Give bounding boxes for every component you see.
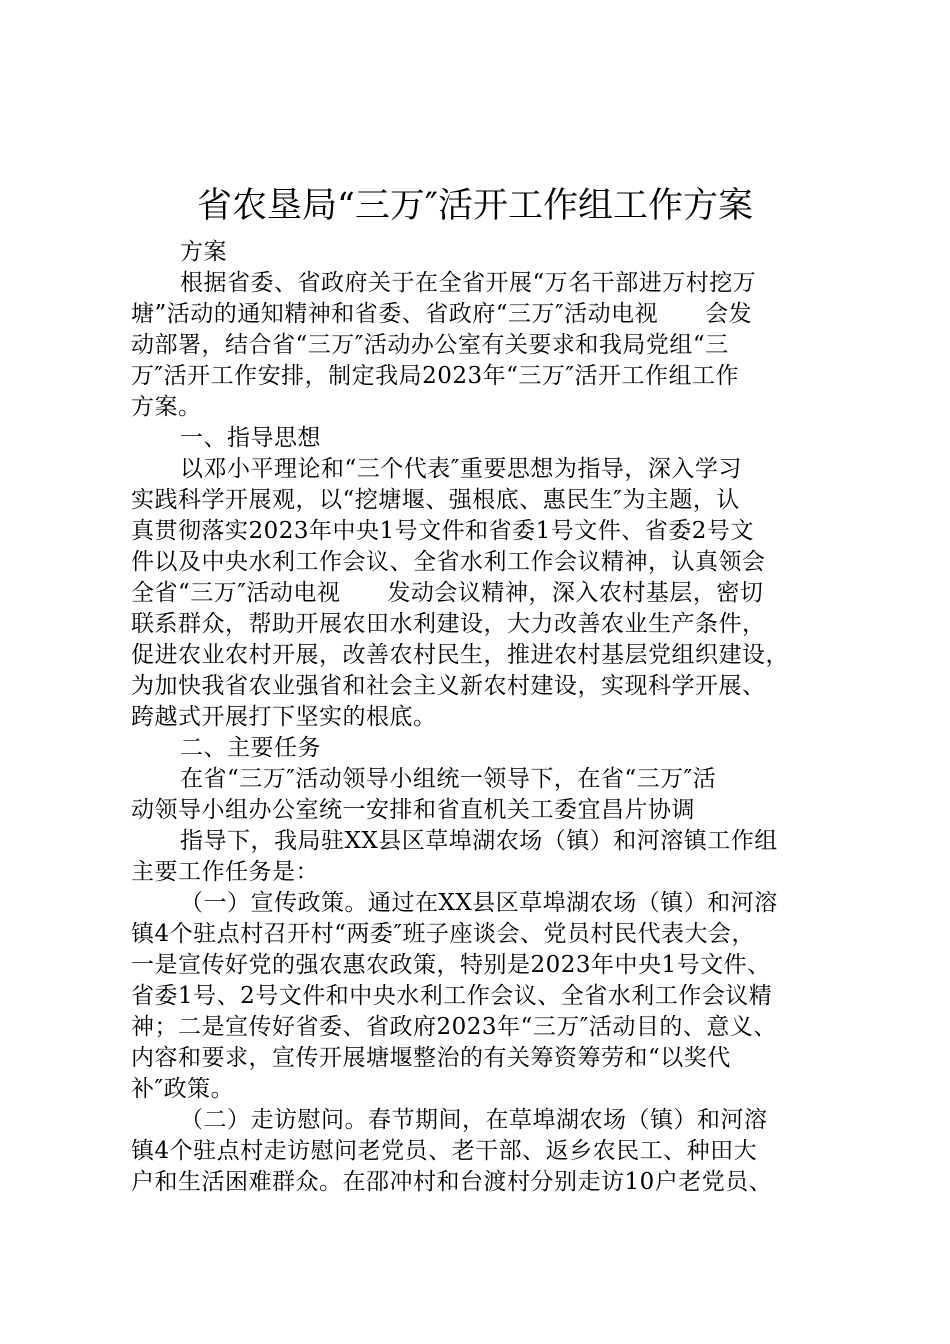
text-line: 镇4个驻点村召开村“两委″班子座谈会、党员村民代表大会，	[131, 921, 755, 947]
text-line: 镇4个驻点村走访慰问老党员、老干部、返乡农民工、种田大	[131, 1138, 758, 1164]
text-line: 方案	[180, 239, 227, 265]
text-line: 主要工作任务是：	[131, 859, 319, 885]
section-heading: 二、主要任务	[180, 735, 321, 761]
text-line: 联系群众，帮助开展农田水利建设，大力改善农业生产条件，	[131, 611, 766, 637]
text-line: 跨越式开展打下坚实的根底。	[131, 704, 437, 730]
text-line: 动领导小组办公室统一安排和省直机关工委宜昌片协调	[131, 797, 695, 823]
section-heading: 一、指导思想	[180, 425, 321, 451]
text-line: 方案。	[131, 394, 202, 420]
text-line: 真贯彻落实2023年中央1号文件和省委1号文件、省委2号文	[131, 518, 754, 544]
text-line: 内容和要求，宣传开展塘堰整治的有关筹资筹劳和“以奖代	[131, 1045, 731, 1071]
text-line: 指导下，我局驻XX县区草埠湖农场（镇）和河溶镇工作组	[180, 828, 778, 854]
text-line: 神；二是宣传好省委、省政府2023年“三万″活动目的、意义、	[131, 1014, 777, 1040]
text-line: 塘”活动的通知精神和省委、省政府“三万″活动电视 会发	[131, 301, 753, 327]
text-line: 在省“三万″活动领导小组统一领导下，在省“三万″活	[180, 766, 717, 792]
text-line: 以邓小平理论和“三个代表″重要思想为指导，深入学习	[180, 456, 742, 482]
text-line: （一）宣传政策。通过在XX县区草埠湖农场（镇）和河溶	[180, 890, 778, 916]
text-line: 动部署，结合省“三万″活动办公室有关要求和我局党组“三	[131, 332, 729, 358]
text-line: 补″政策。	[131, 1076, 235, 1102]
text-line: 户和生活困难群众。在邵冲村和台渡村分别走访10户老党员、	[131, 1169, 773, 1195]
text-line: 全省“三万″活动电视 发动会议精神，深入农村基层，密切	[131, 580, 764, 606]
text-line: 万″活开工作安排，制定我局2023年“三万″活开工作组工作	[131, 363, 739, 389]
text-line: 促进农业农村开展，改善农村民生，推进农村基层党组织建设，	[131, 642, 789, 668]
text-line: 一是宣传好党的强农惠农政策，特别是2023年中央1号文件、	[131, 952, 771, 978]
text-line: 件以及中央水利工作会议、全省水利工作会议精神，认真领会	[131, 549, 766, 575]
text-line: 实践科学开展观，以“挖塘堰、强根底、惠民生″为主题，认	[131, 487, 740, 513]
text-line: （二）走访慰问。春节期间，在草埠湖农场（镇）和河溶	[180, 1107, 768, 1133]
text-line: 省委1号、2号文件和中央水利工作会议、全省水利工作会议精	[131, 983, 773, 1009]
document-title: 省农垦局“三万″活开工作组工作方案	[197, 186, 753, 226]
text-line: 根据省委、省政府关于在全省开展“万名干部进万村挖万	[180, 270, 757, 296]
text-line: 为加快我省农业强省和社会主义新农村建设，实现科学开展、	[131, 673, 766, 699]
